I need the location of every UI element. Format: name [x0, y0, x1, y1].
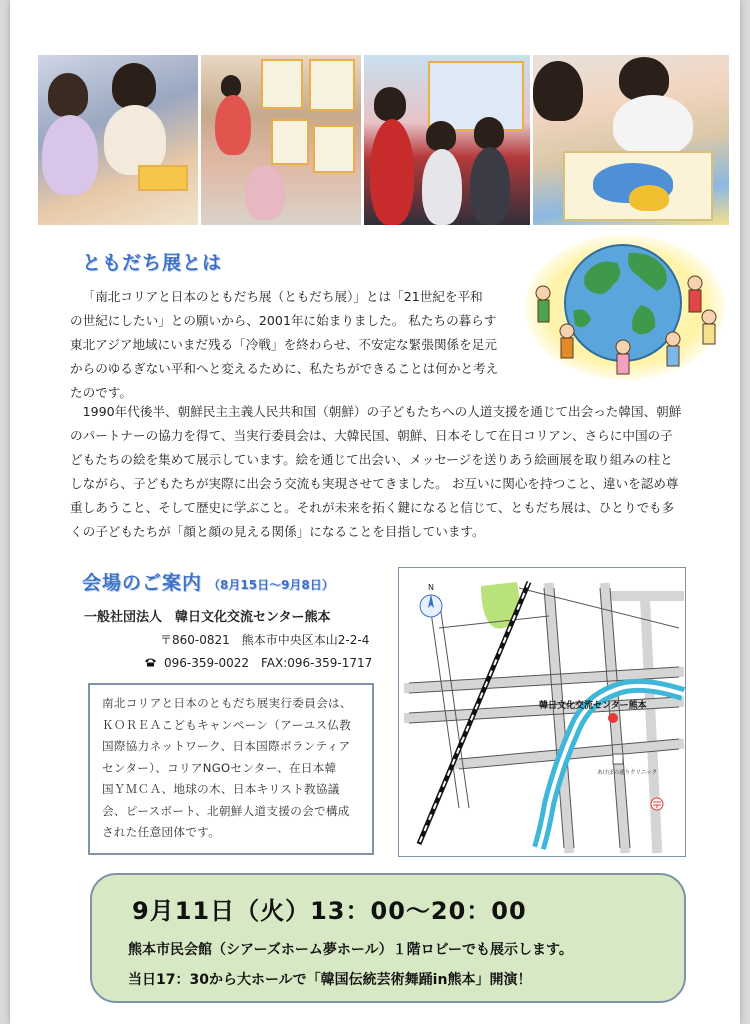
intro-line: 「南北コリアと日本のともだち展（ともだち展）」とは「21世紀を平和 — [82, 289, 483, 304]
phone-icon — [144, 656, 158, 670]
section-title-about: ともだち展とは — [82, 252, 223, 274]
body-line: くの子どもたちが「顔と顔の見える関係」になることを目指しています。 — [70, 524, 485, 539]
photo-boys-painting — [533, 55, 729, 225]
body-paragraph — [70, 400, 698, 544]
photo-three-girls — [364, 55, 530, 225]
committee-line: 国ＹＭＣＡ、地球の木、日本キリスト教協議 — [102, 782, 340, 796]
intro-line: の世紀にしたい」との願いから、2001年に始まりました。 私たちの暮らす — [70, 313, 497, 328]
compass-label: N — [428, 583, 434, 592]
body-line: どもたちの絵を集めて展示しています。絵を通じて出会い、メッセージを送りあう絵画展を取り組みの柱と — [70, 452, 673, 467]
venue-marker-icon — [608, 713, 618, 723]
intro-paragraph — [70, 285, 520, 405]
intro-line: 東北アジア地域にいまだ残る「冷戦」を終わらせ、不安定な緊張関係を足元 — [70, 337, 497, 352]
phone-number: 096-359-0022 FAX:096-359-1717 — [164, 656, 373, 670]
body-line: のパートナーの協力を得て、当実行委員会は、大韓民国、朝鮮、日本そして在日コリアン、さらに中国の子 — [70, 428, 673, 443]
body-line: 1990年代後半、朝鮮民主主義人民共和国（朝鮮）の子どもたちへの人道支援を通じて出会った韓国、朝鮮 — [82, 404, 682, 419]
phone-fax-line — [144, 654, 372, 671]
committee-line: センター）、コリアNGOセンター、在日本韓 — [102, 760, 337, 775]
committee-line: 南北コリアと日本のともだち展実行委員会は、 — [102, 696, 352, 710]
photo-children-drawing — [38, 55, 198, 225]
intro-line: からのゆるぎない平和へと変えるために、私たちができることは何かと考え — [70, 361, 499, 376]
clinic-label: あけぼの通りクリニック — [597, 770, 658, 776]
committee-line: ＫＯＲＥＡこどもキャンペーン（アーユス仏教 — [102, 717, 352, 732]
photo-strip — [38, 55, 730, 225]
intro-line: たのです。 — [70, 385, 132, 400]
venue-dates: （8月15日～9月8日） — [208, 578, 334, 592]
venue-title-text: 会場のご案内 — [82, 572, 203, 594]
address: 〒860-0821 熊本市中央区本山2-2-4 — [160, 633, 370, 647]
photo-gallery-visitors — [201, 55, 361, 225]
globe-illustration — [525, 235, 725, 380]
body-line: 重しあうこと、そして歴史に学ぶこと。それが未来を拓く鍵になると信じて、ともだち展は、ひとりでも多 — [70, 500, 675, 515]
venue-map — [398, 567, 686, 857]
event-line-1: 熊本市民会館（シアーズホーム夢ホール）１階ロビーでも展示します。 — [128, 942, 573, 958]
committee-line: された任意団体です。 — [102, 825, 221, 839]
event-date-time: 9月11日（火）13：00～20：00 — [132, 897, 527, 925]
flyer-page — [10, 0, 740, 1024]
compass-icon — [420, 594, 442, 617]
organization-name: 一般社団法人 韓日文化交流センター熊本 — [84, 610, 331, 625]
event-info-box — [90, 873, 686, 1003]
center-label: 韓日文化交流センター熊本 — [539, 701, 647, 711]
committee-info-box — [88, 683, 374, 855]
committee-line: 国際協力ネットワーク、日本国際ボランティア — [102, 739, 351, 753]
committee-line: 会、ピースボート、北朝鮮人道支援の会で構成 — [102, 803, 350, 818]
section-title-venue — [82, 568, 334, 595]
event-line-2: 当日17：30から大ホールで「韓国伝統芸術舞踊in熊本」開演！ — [128, 972, 532, 988]
body-line: しながら、子どもたちが実際に出会う交流も実現させてきました。 お互いに関心を持つこと、違いを認め尊 — [70, 476, 679, 491]
